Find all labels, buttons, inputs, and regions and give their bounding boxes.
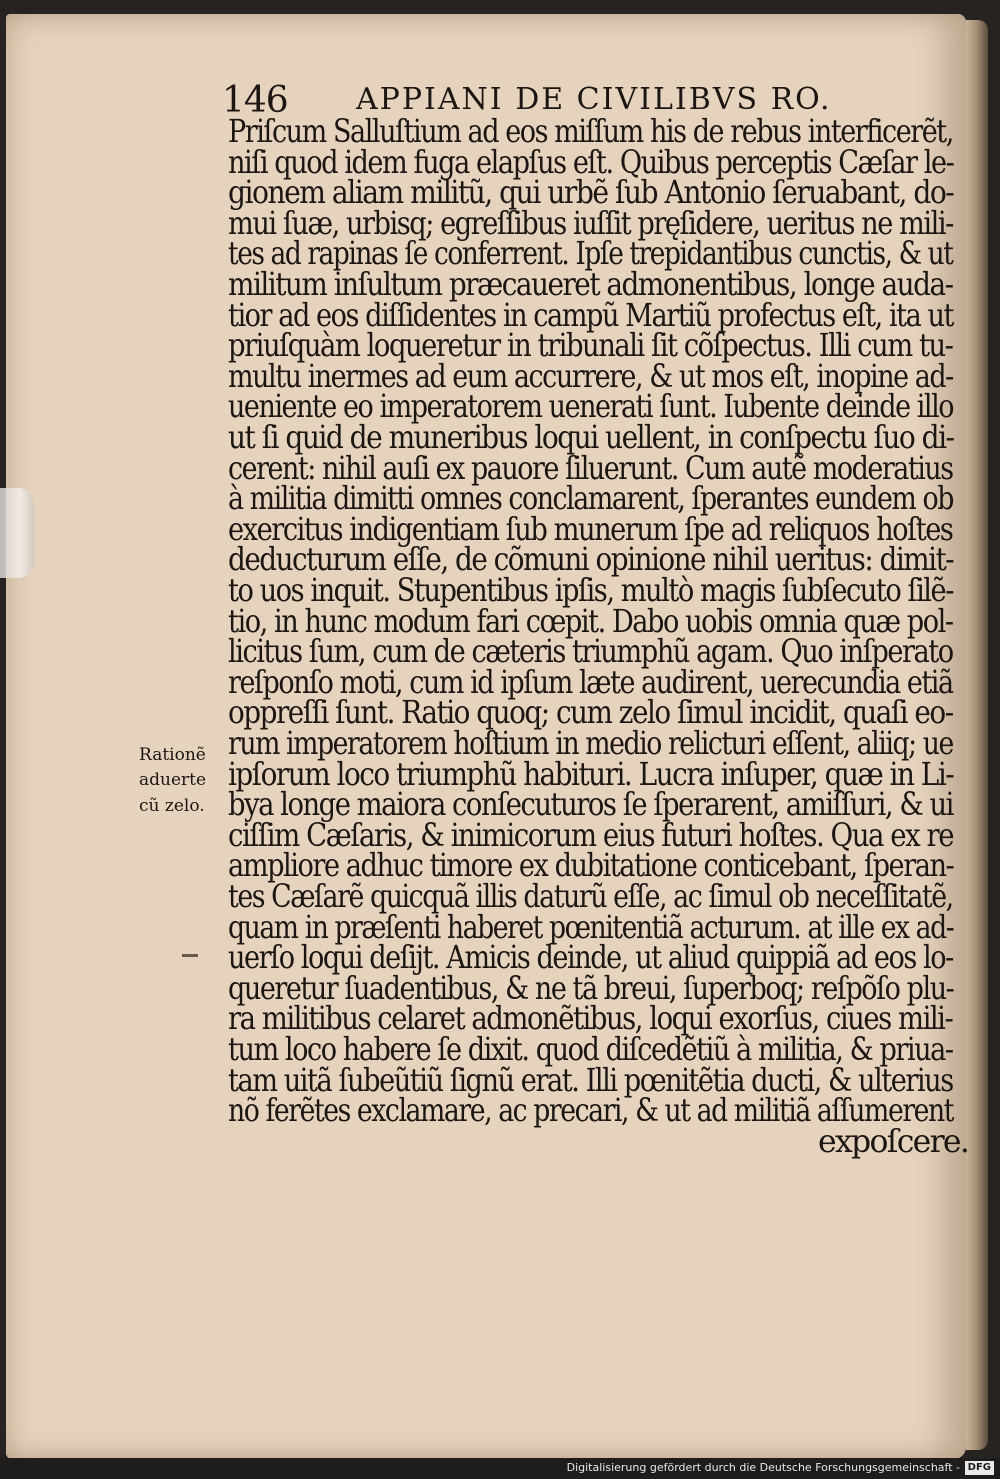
text-line: oppreſſi ſunt. Ratio quoq; cum zelo ſimul incidit, quaſi eo- <box>228 695 953 732</box>
text-line: tum loco habere ſe dixit. quod diſcedẽtiũ à militia, & priua- <box>228 1032 953 1068</box>
running-head: APPIANI DE CIVILIBVS RO. <box>356 82 832 117</box>
text-line: mui ſuæ, urbisq; egreſſibus iuſſit pręſidere, ueritus ne mili- <box>228 205 953 242</box>
page-number: 146 <box>222 80 288 121</box>
margin-note-line: Rationẽ <box>139 745 206 765</box>
text-line: rum imperatorem hoſtium in medio relicturi eſſent, aliiq; ue <box>228 726 953 762</box>
text-line: ueniente eo imperatorem uenerati ſunt. Iubente deinde illo <box>228 389 954 426</box>
text-line: exercitus indigentiam ſub munerum ſpe ad reliquos hoſtes <box>228 511 953 548</box>
text-line: expoſcere. <box>818 1123 969 1160</box>
text-line: bya longe maiora conſecuturos ſe ſperarent, amiſſuri, & ui <box>228 787 953 824</box>
text-line: Priſcum Salluſtium ad eos miſſum his de rebus interficerẽt, <box>228 114 953 150</box>
text-line: reſponſo moti, cum id ipſum læte audirent, uerecundia etiã <box>228 664 953 701</box>
text-line: tio, in hunc modum fari cœpit. Dabo uobis omnia quæ pol- <box>228 603 953 640</box>
text-line: ra militibus celaret admonẽtibus, loqui exorſus, ciues mili- <box>228 1001 953 1038</box>
text-line: ipſorum loco triumphũ habituri. Lucra inſuper, quæ in Li- <box>228 756 954 793</box>
text-line: priuſquàm loqueretur in tribunali ſit cõſpectus. Illi cum tu- <box>228 328 953 365</box>
text-line: ciſſim Cæſaris, & inimicorum eius futuri hoſtes. Qua ex re <box>228 817 954 854</box>
text-line: multu inermes ad eum accurrere, & ut mos eſt, inopine ad- <box>228 358 953 395</box>
margin-note-line: cũ zelo. <box>139 796 205 816</box>
text-line: tam uitã ſubeũtiũ ſignũ erat. Illi pœnitẽtia ducti, & ulterius <box>228 1062 953 1099</box>
text-line: ut ſi quid de muneribus loqui uellent, in conſpectu ſuo di- <box>228 420 954 456</box>
footer-text: Digitalisierung gefördert durch die Deutsche Forschungsgemeinschaft - <box>566 1461 960 1474</box>
text-line: militum inſultum præcaueret admonentibus, longe auda- <box>228 267 953 303</box>
text-line: ampliore adhuc timore ex dubitatione conticebant, ſperan- <box>228 848 954 885</box>
margin-note-line: aduerte <box>139 770 207 790</box>
clip-tab <box>0 488 34 578</box>
text-line: to uos inquit. Stupentibus ipſis, multò magis ſubſecuto ſilẽ- <box>228 573 953 609</box>
text-line: tes ad rapinas ſe conferrent. Ipſe trepidantibus cunctis, & ut <box>228 236 953 273</box>
text-line: tior ad eos diſſidentes in campũ Martiũ profectus eſt, ita ut <box>228 297 953 334</box>
text-line: quam in præſenti haberet pœnitentiã acturum. at ille ex ad- <box>228 909 954 946</box>
page-edge <box>966 20 988 1450</box>
margin-dash <box>182 954 198 957</box>
text-line: niſi quod idem fuga elapſus eſt. Quibus perceptis Cæſar le- <box>228 144 954 181</box>
text-line: deducturum eſſe, de cõmuni opinione nihil ueritus: dimit- <box>228 542 954 579</box>
text-line: cerent: nihil auſi ex pauore ſiluerunt. Cum autẽ moderatius <box>228 450 953 487</box>
text-line: gionem aliam militũ, qui urbẽ ſub Antonio ſeruabant, do- <box>228 175 954 212</box>
text-line: uerſo loqui deſijt. Amicis deinde, ut aliud quippiã ad eos lo- <box>228 940 953 977</box>
text-line: nõ ferẽtes exclamare, ac precari, & ut ad militiã aſſumerent <box>228 1093 954 1130</box>
text-line: tes Cæſarẽ quicquã illis daturũ eſſe, ac ſimul ob neceſſitatẽ, <box>228 879 953 915</box>
dfg-logo: DFG <box>965 1461 994 1475</box>
text-line: licitus ſum, cum de cæteris triumphũ agam. Quo inſperato <box>228 634 953 671</box>
text-line: à militia dimitti omnes conclamarent, ſperantes eundem ob <box>228 481 953 518</box>
text-line: queretur ſuadentibus, & ne tã breui, ſuperboq; reſpõſo plu- <box>228 970 954 1007</box>
